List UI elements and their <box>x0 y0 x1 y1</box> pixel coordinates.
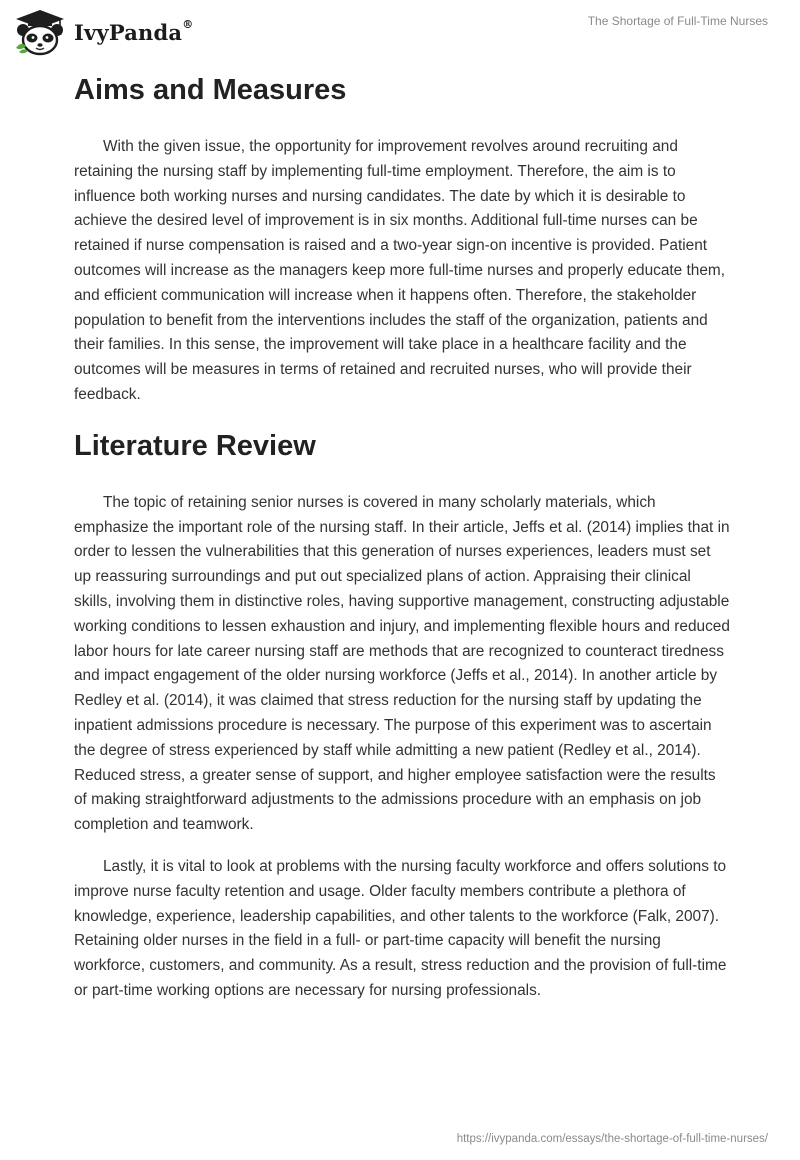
brand-name-text: IvyPanda <box>74 19 183 45</box>
brand-logo[interactable] <box>14 8 193 56</box>
paragraph-literature-1: The topic of retaining senior nurses is covered in many scholarly materials, which emphasize the important role of the nursing staff. In their article, Jeffs et al. (2014) implies that in order to lessen the vulnerabilities that this generation of nurses experiences, leaders must set up reassuring surroundings and put out specialized plans of action. Appraising their clinical skills, involving them in distinctive roles, having supportive management, constructing adjustable working conditions to lessen exhaustion and injury, and implementing flexible hours and reduced labor hours for late career nursing staff are methods that are recognized to counteract tiredness and impact engagement of the older nursing workforce (Jeffs et al., 2014). In another article by Redley et al. (2014), it was claimed that stress reduction for the nursing staff by updating the inpatient admissions procedure is necessary. The purpose of this experiment was to ascertain the degree of stress experienced by staff while admitting a new patient (Redley et al., 2014). Reduced stress, a greater sense of support, and higher employee satisfaction were the results of making straightforward adjustments to the admissions procedure with an emphasis on job completion and teamwork. <box>74 493 730 834</box>
page-header <box>0 0 800 64</box>
paragraph-literature-2: Lastly, it is vital to look at problems with the nursing faculty workforce and offers solutions to improve nurse faculty retention and usage. Older faculty members contribute a plethora of knowledge, experience, leadership capabilities, and other talents to the workforce (Falk, 2007). Retaining older nurses in the field in a full- or part-time capacity will benefit the nursing workforce, customers, and community. As a result, stress reduction and the provision of full-time or part-time working options are necessary for nursing professionals. <box>74 857 727 999</box>
paragraph-aims: With the given issue, the opportunity for improvement revolves around recruiting and retaining the nursing staff by implementing full-time employment. Therefore, the aim is to influence both working nurses and nursing candidates. The date by which it is desirable to achieve the desired level of improvement is in six months. Additional full-time nurses can be retained if nurse compensation is raised and a two-year sign-on incentive is provided. Patient outcomes will increase as the managers keep more full-time nurses and properly educate them, and efficient communication will increase when it happens often. Therefore, the stakeholder population to benefit from the interventions includes the staff of the organization, patients and their families. In this sense, the improvement will take place in a healthcare facility and the outcomes will be measures in terms of retained and recruited nurses, who will provide their feedback. <box>74 138 725 403</box>
registered-mark: ® <box>182 17 194 31</box>
source-url-link[interactable]: https://ivypanda.com/essays/the-shortage-of-full-time-nurses/ <box>456 1133 768 1145</box>
heading-literature-review: Literature Review <box>74 429 316 462</box>
essay-content <box>74 70 730 1004</box>
document-title: The Shortage of Full-Time Nurses <box>587 14 768 28</box>
panda-graduate-icon <box>14 8 66 56</box>
brand-name <box>74 17 194 45</box>
heading-aims-and-measures: Aims and Measures <box>74 74 347 106</box>
